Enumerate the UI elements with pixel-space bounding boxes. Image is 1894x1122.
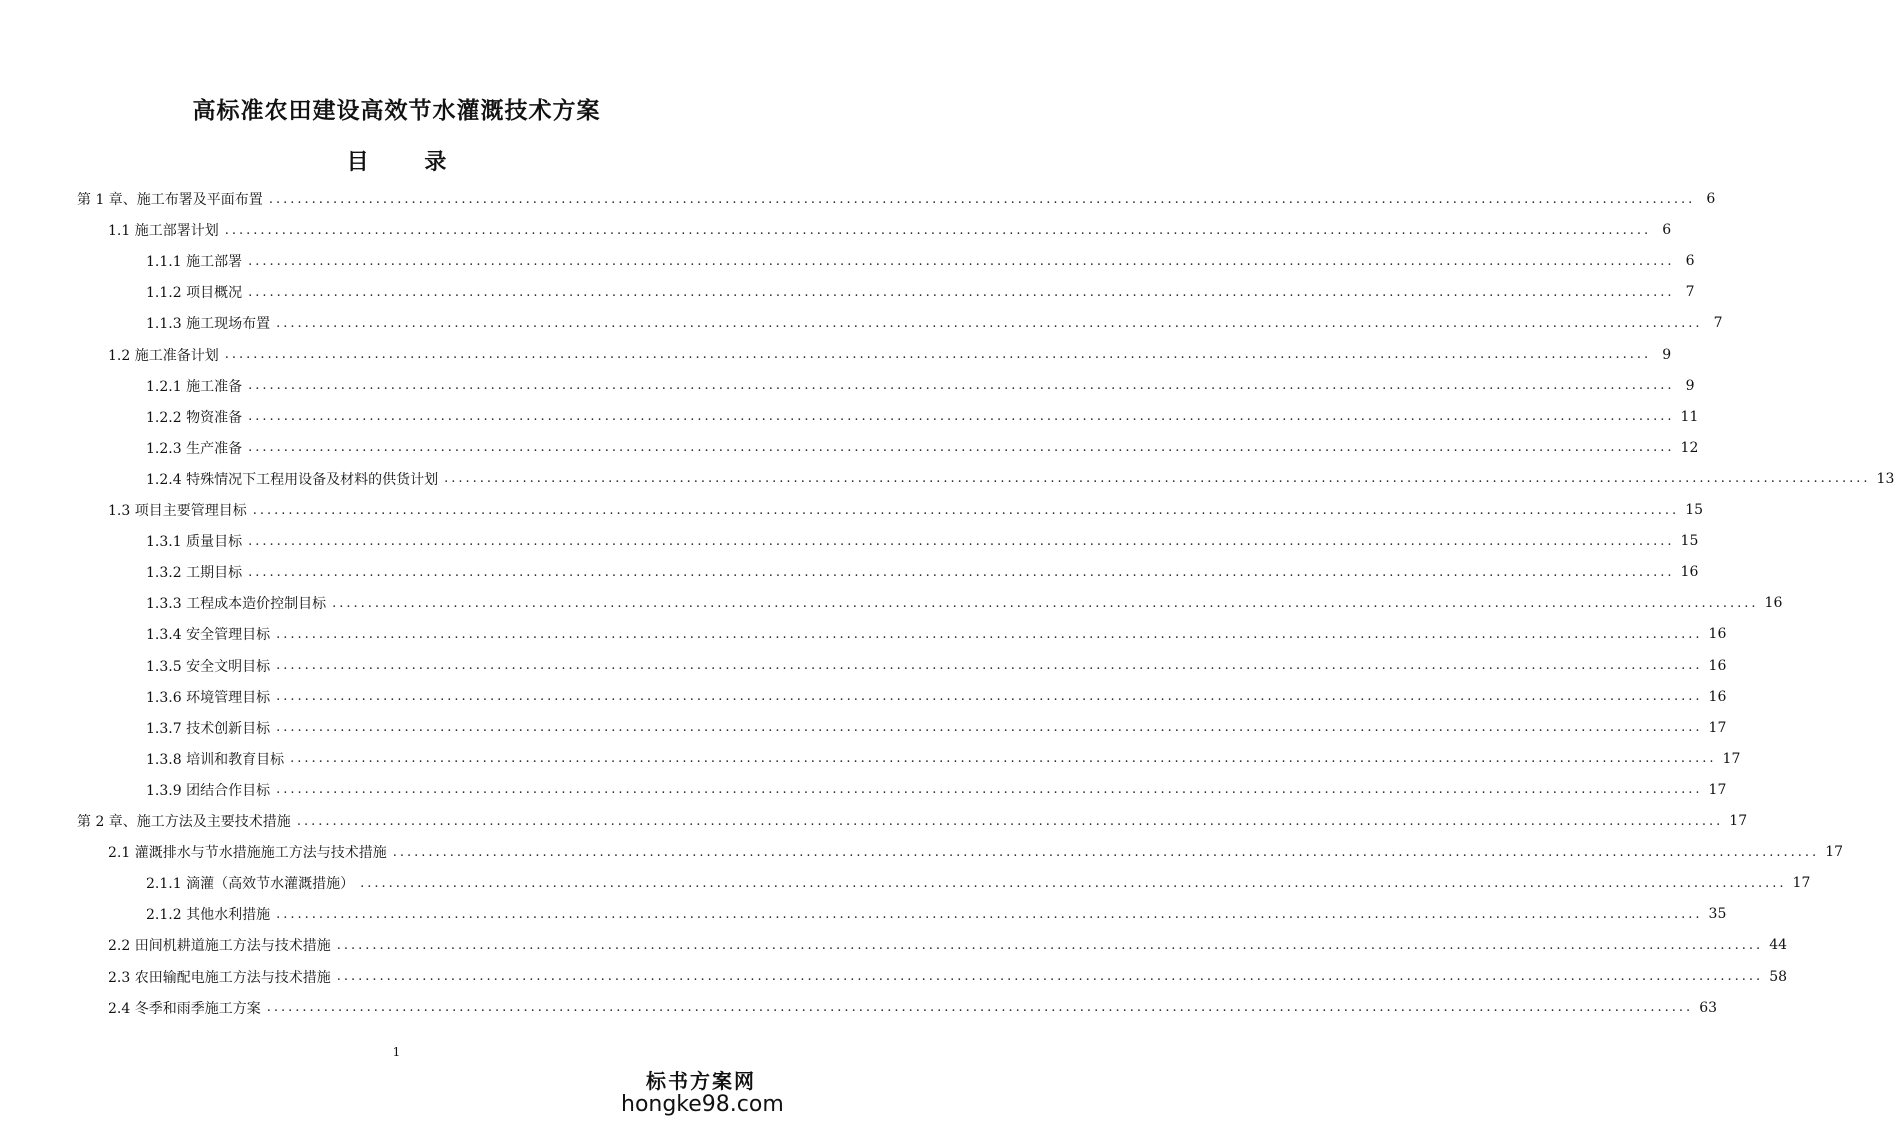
- toc-dot-leader: ........................................................................................................................................................................................................: [252, 502, 1680, 518]
- toc-dot-leader: ........................................................................................................................................................................................................: [332, 595, 1759, 611]
- toc-dot-leader: ........................................................................................................................................................................................................: [276, 782, 1703, 798]
- toc-entry-label: 第 1 章、施工布署及平面布置: [77, 192, 263, 208]
- toc-dot-leader: ........................................................................................................................................................................................................: [266, 1000, 1694, 1016]
- toc-dot-leader: ........................................................................................................................................................................................................: [268, 191, 1696, 207]
- toc-entry[interactable]: [146, 870, 1811, 896]
- toc-entry-label: 1.2.2 物资准备: [146, 409, 243, 426]
- toc-entry[interactable]: [108, 995, 1718, 1021]
- toc-entry-page: 17: [1722, 750, 1741, 767]
- toc-entry-page: 15: [1685, 502, 1704, 518]
- toc-entry-label: 2.1.2 其他水利措施: [146, 907, 271, 924]
- toc-entry-label: 1.2 施工准备计划: [108, 347, 219, 364]
- toc-entry-page: 6: [1662, 222, 1672, 239]
- toc-dot-leader: ........................................................................................................................................................................................................: [276, 720, 1703, 736]
- toc-entry[interactable]: [146, 404, 1699, 430]
- toc-dot-leader: ........................................................................................................................................................................................................: [444, 471, 1871, 487]
- toc-dot-leader: ........................................................................................................................................................................................................: [360, 875, 1787, 891]
- toc-entry-label: 1.3.7 技术创新目标: [146, 720, 271, 737]
- toc-dot-leader: ........................................................................................................................................................................................................: [276, 658, 1703, 673]
- toc-entry-page: 9: [1662, 346, 1672, 363]
- toc-entry[interactable]: [146, 653, 1727, 679]
- toc-entry[interactable]: [146, 590, 1783, 616]
- toc-entry-page: 17: [1792, 875, 1811, 892]
- toc-dot-leader: ........................................................................................................................................................................................................: [224, 347, 1652, 362]
- toc-entry-page: 16: [1764, 595, 1783, 612]
- toc-entry-page: 16: [1708, 657, 1727, 674]
- watermark-logo: [621, 1065, 784, 1117]
- toc-entry-label: 1.3.4 安全管理目标: [146, 627, 271, 644]
- toc-entry-label: 2.1.1 滴灌（高效节水灌溉措施）: [146, 876, 355, 893]
- toc-entry-label: 1.3.3 工程成本造价控制目标: [146, 596, 327, 613]
- toc-entry[interactable]: [146, 746, 1741, 772]
- toc-entry[interactable]: [146, 777, 1727, 803]
- toc-entry-label: 1.2.3 生产准备: [146, 440, 243, 457]
- toc-entry-label: 1.2.1 施工准备: [146, 378, 243, 395]
- page-number: 1: [392, 1045, 401, 1059]
- toc-dot-leader: ........................................................................................................................................................................................................: [296, 813, 1724, 829]
- toc-entry-page: 17: [1708, 719, 1727, 736]
- toc-entry[interactable]: [108, 839, 1844, 865]
- toc-entry[interactable]: [146, 310, 1723, 336]
- toc-entry-label: 2.3 农田输配电施工方法与技术措施: [108, 969, 331, 986]
- toc-entry[interactable]: [108, 932, 1788, 958]
- toc-entry-label: 2.2 田间机耕道施工方法与技术措施: [108, 938, 331, 955]
- toc-entry-page: 6: [1685, 253, 1695, 270]
- toc-entry-page: 9: [1685, 377, 1695, 394]
- document-title: 高标准农田建设高效节水灌溉技术方案: [192, 97, 601, 124]
- toc-entry-label: 1.3.6 环境管理目标: [146, 689, 271, 706]
- toc-entry-page: 44: [1769, 937, 1788, 954]
- toc-entry-label: 1.1.1 施工部署: [146, 254, 243, 271]
- toc-entry[interactable]: [77, 186, 1716, 212]
- toc-entry[interactable]: [146, 466, 1894, 492]
- toc-entry-label: 1.1 施工部署计划: [108, 223, 219, 240]
- toc-entry-page: 17: [1825, 844, 1844, 861]
- toc-dot-leader: ........................................................................................................................................................................................................: [248, 409, 1675, 425]
- toc-entry[interactable]: [146, 901, 1727, 927]
- toc-entry-page: 13: [1876, 470, 1894, 487]
- toc-entry[interactable]: [146, 528, 1699, 554]
- toc-entry-page: 16: [1680, 564, 1699, 581]
- toc-entry-label: 2.1 灌溉排水与节水措施施工方法与技术措施: [108, 845, 387, 862]
- toc-dot-leader: ........................................................................................................................................................................................................: [276, 906, 1703, 922]
- toc-dot-leader: ........................................................................................................................................................................................................: [336, 969, 1764, 984]
- toc-entry[interactable]: [146, 279, 1695, 305]
- toc-entry[interactable]: [108, 342, 1672, 368]
- toc-dot-leader: ........................................................................................................................................................................................................: [248, 378, 1675, 394]
- toc-entry[interactable]: [146, 373, 1695, 399]
- toc-entry-label: 1.3.2 工期目标: [146, 565, 243, 582]
- toc-entry-page: 7: [1685, 284, 1695, 301]
- toc-entry[interactable]: [146, 248, 1695, 274]
- toc-dot-leader: ........................................................................................................................................................................................................: [224, 222, 1652, 238]
- toc-entry-label: 1.3 项目主要管理目标: [108, 503, 247, 519]
- toc-entry-page: 16: [1708, 626, 1727, 643]
- toc-entry-label: 1.3.8 培训和教育目标: [146, 751, 285, 768]
- toc-dot-leader: ........................................................................................................................................................................................................: [248, 533, 1675, 549]
- toc-entry[interactable]: [108, 964, 1788, 990]
- toc-dot-leader: ........................................................................................................................................................................................................: [248, 253, 1675, 269]
- toc-dot-leader: ........................................................................................................................................................................................................: [276, 626, 1703, 642]
- toc-heading: 目 录: [346, 149, 471, 175]
- toc-entry-label: 第 2 章、施工方法及主要技术措施: [77, 814, 291, 830]
- toc-entry-page: 35: [1708, 906, 1727, 923]
- toc-entry-page: 58: [1769, 968, 1788, 985]
- toc-entry-label: 1.1.3 施工现场布置: [146, 316, 271, 333]
- toc-entry-page: 16: [1708, 688, 1727, 705]
- toc-entry-page: 63: [1699, 999, 1718, 1016]
- toc-dot-leader: ........................................................................................................................................................................................................: [290, 751, 1717, 767]
- toc-dot-leader: ........................................................................................................................................................................................................: [392, 844, 1820, 860]
- toc-entry[interactable]: [77, 808, 1748, 834]
- toc-entry-label: 1.1.2 项目概况: [146, 285, 243, 302]
- toc-entry-page: 15: [1680, 533, 1699, 550]
- watermark-site-name: 标书方案网: [646, 1069, 756, 1093]
- toc-entry-label: 1.2.4 特殊情况下工程用设备及材料的供货计划: [146, 471, 439, 488]
- toc-dot-leader: ........................................................................................................................................................................................................: [336, 937, 1764, 953]
- toc-entry-page: 11: [1680, 408, 1699, 425]
- toc-entry[interactable]: [108, 497, 1704, 523]
- toc-entry[interactable]: [146, 621, 1727, 647]
- toc-entry-label: 1.3.1 质量目标: [146, 534, 243, 551]
- toc-dot-leader: ........................................................................................................................................................................................................: [276, 689, 1703, 705]
- toc-dot-leader: ........................................................................................................................................................................................................: [248, 440, 1675, 456]
- toc-dot-leader: ........................................................................................................................................................................................................: [248, 564, 1675, 580]
- toc-entry[interactable]: [108, 217, 1672, 243]
- toc-entry-page: 17: [1708, 781, 1727, 798]
- toc-dot-leader: ........................................................................................................................................................................................................: [248, 284, 1675, 300]
- toc-entry-page: 17: [1729, 813, 1748, 829]
- watermark-domain: hongke98.com: [621, 1092, 784, 1117]
- toc-entry-page: 6: [1706, 191, 1716, 207]
- toc-entry-label: 2.4 冬季和雨季施工方案: [108, 1000, 261, 1017]
- toc-entry[interactable]: [146, 715, 1727, 741]
- toc-entry-page: 12: [1680, 439, 1699, 456]
- toc-entry-label: 1.3.9 团结合作目标: [146, 782, 271, 799]
- toc-entry[interactable]: [146, 684, 1727, 710]
- toc-dot-leader: ........................................................................................................................................................................................................: [276, 315, 1703, 331]
- toc-entry-label: 1.3.5 安全文明目标: [146, 658, 271, 675]
- toc-entry[interactable]: [146, 559, 1699, 585]
- toc-entry[interactable]: [146, 435, 1699, 461]
- toc-entry-page: 7: [1713, 315, 1723, 332]
